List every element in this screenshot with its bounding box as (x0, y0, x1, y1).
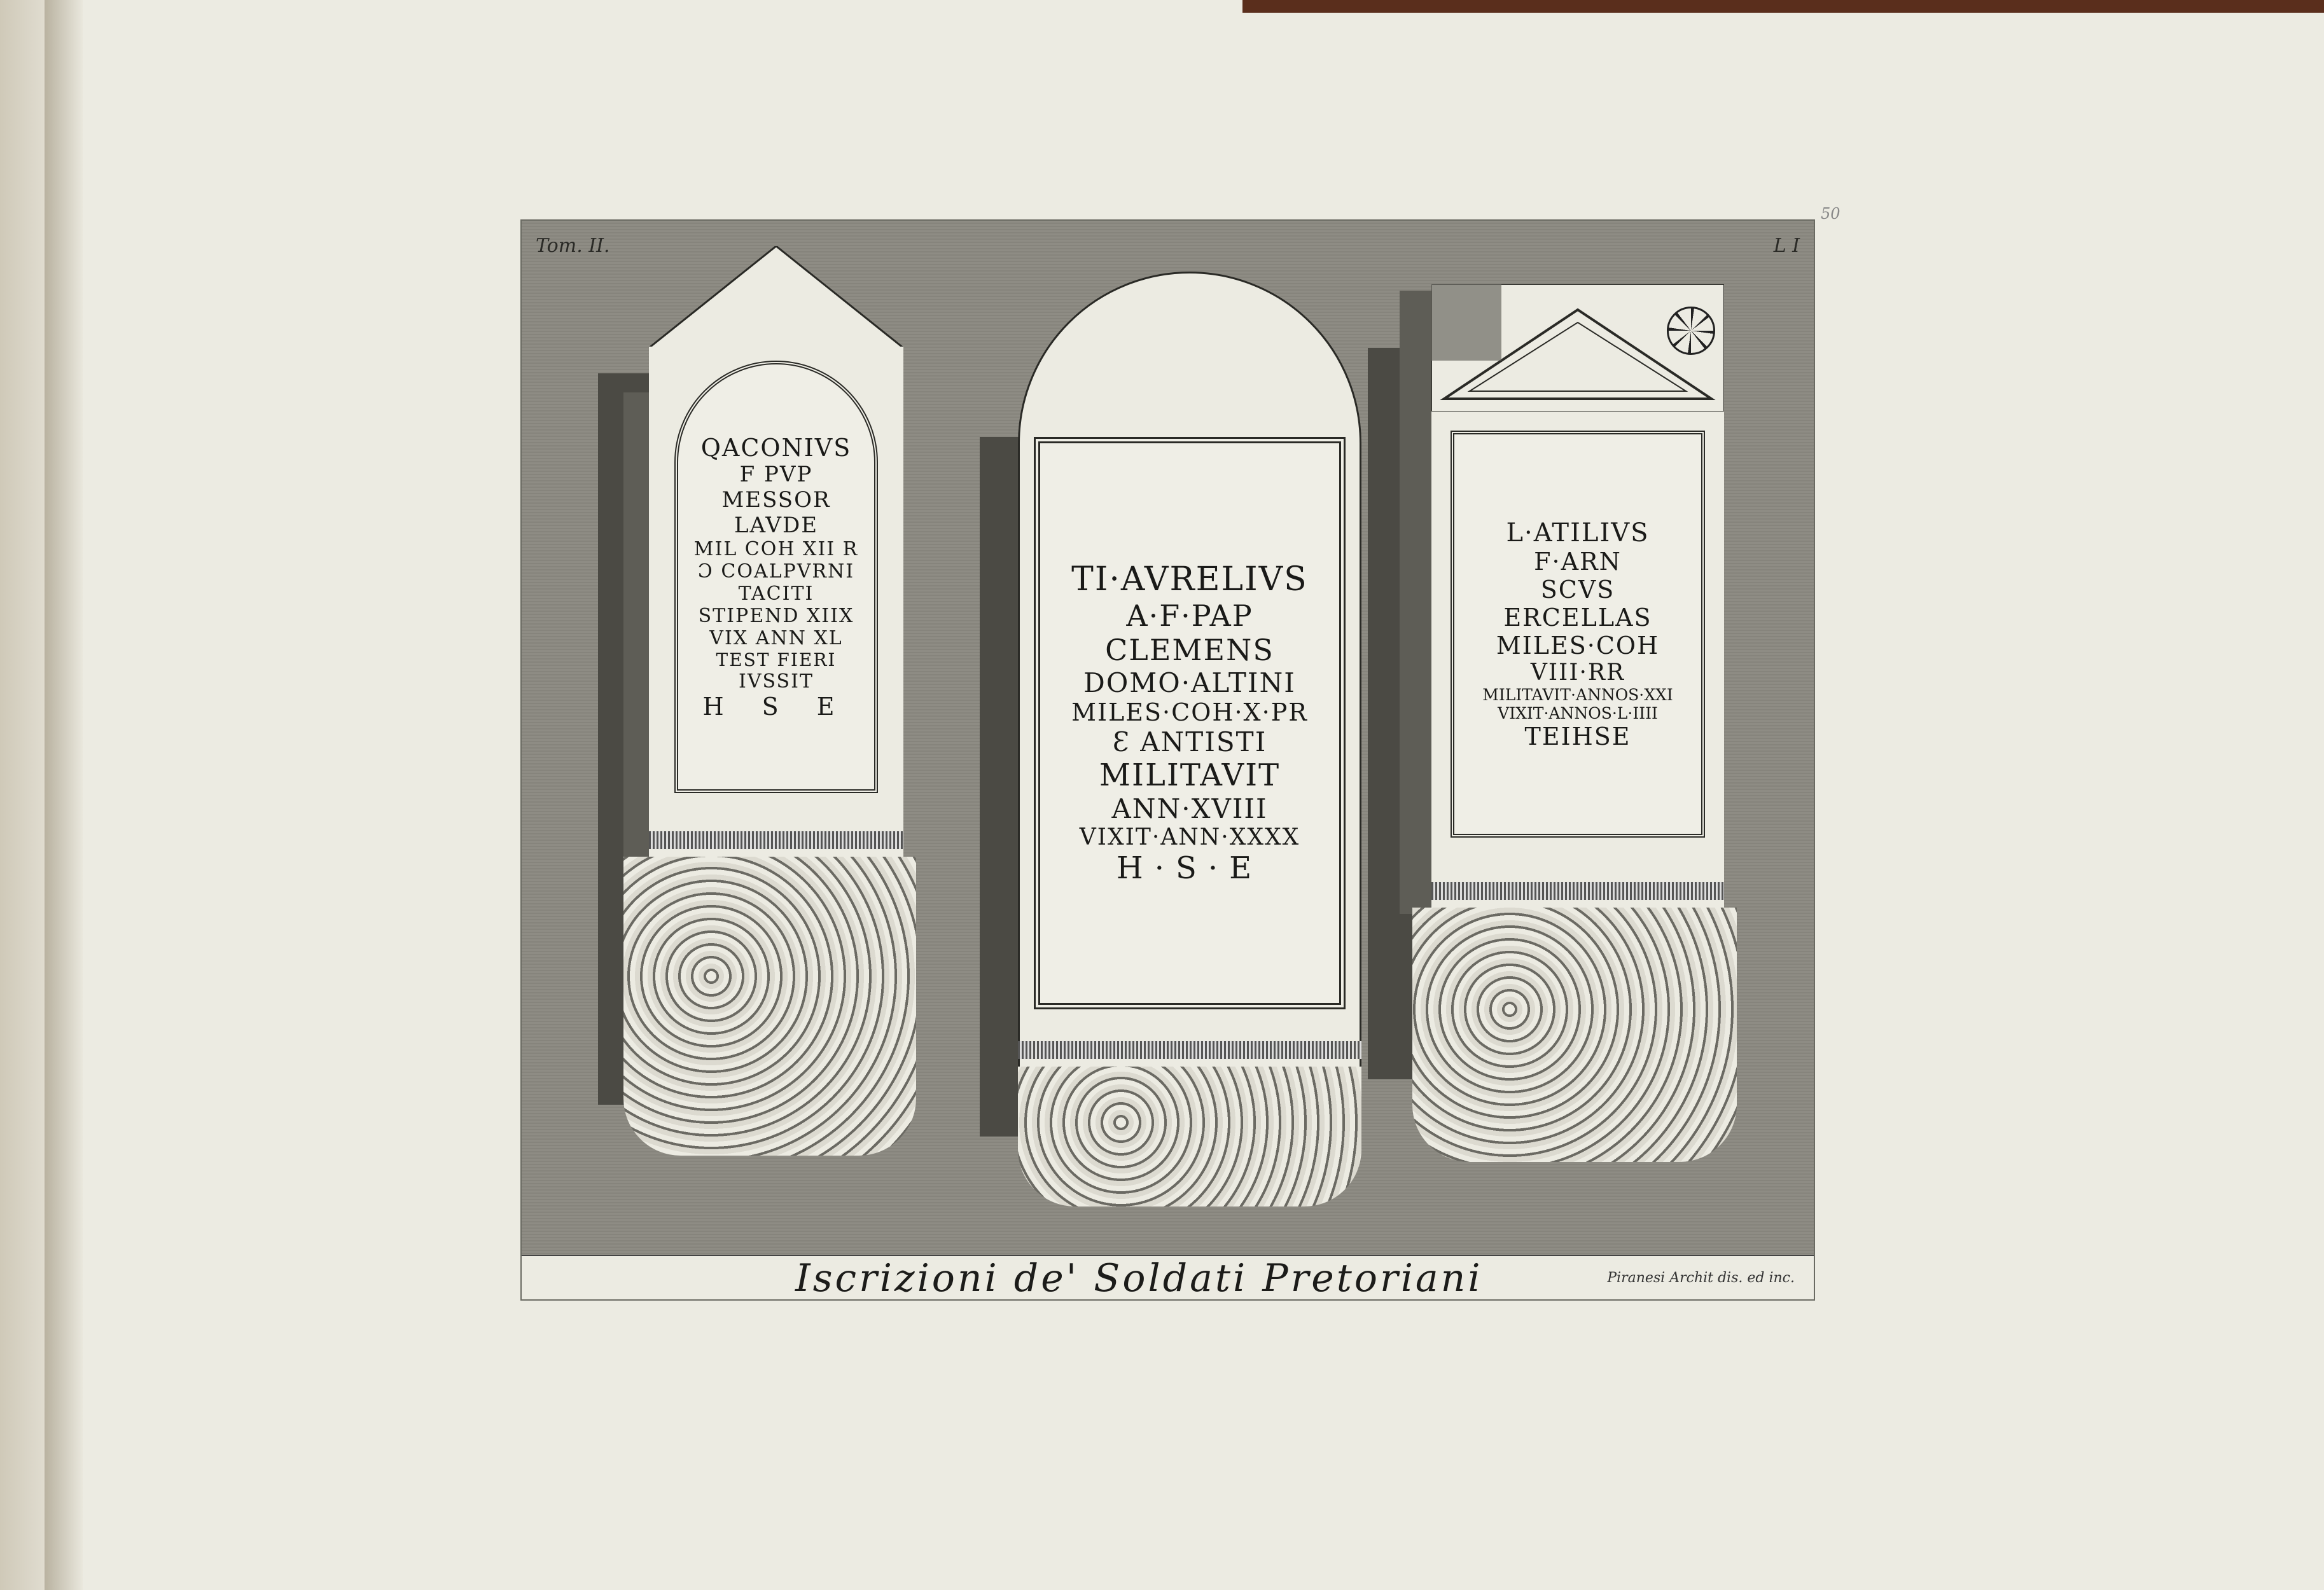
left-stele-band (649, 831, 903, 849)
inscription-line: ERCELLAS (1503, 603, 1652, 632)
left-stele-broken-base (623, 857, 916, 1156)
inscription-line: MILITAVIT·ANNOS·XXI (1482, 685, 1673, 704)
left-stele-gable (649, 246, 903, 348)
caption-band (522, 1255, 1814, 1299)
inscription-line: MILES·COH·X·PR (1071, 698, 1308, 726)
tome-label: Tom. II. (536, 235, 610, 257)
inscription-line: QACONIVS (700, 433, 852, 462)
engraved-plate (520, 219, 1815, 1301)
center-inscription-panel (1034, 437, 1346, 1009)
center-stele-band (1018, 1041, 1361, 1059)
inscription-line: VIXIT·ANNOS·L·IIII (1498, 703, 1658, 722)
plate-number: L I (1773, 235, 1800, 257)
inscription-line: MILES·COH (1496, 631, 1660, 660)
inscription-line: F·ARN (1534, 547, 1622, 576)
inscription-line: IVSSIT (739, 670, 814, 693)
inscription-line: TEIHSE (1524, 722, 1631, 750)
right-stele-broken-base (1412, 908, 1737, 1162)
inscription-line: Ɔ COALPVRNI (697, 560, 855, 583)
engraver-signature: Piranesi Archit dis. ed inc. (1607, 1270, 1795, 1286)
inscription-line: F PVP (739, 461, 813, 487)
inscription-line: TACITI (738, 582, 814, 605)
inscription-line: CLEMENS (1105, 633, 1274, 667)
right-stele-band (1431, 882, 1724, 900)
inscription-line: H S E (702, 692, 850, 721)
left-inscription-panel (674, 361, 878, 793)
right-stele (1368, 272, 1750, 1175)
inscription-line: VIX ANN XL (709, 626, 843, 649)
inscription-line: H·S·E (1116, 850, 1263, 886)
cover-edge (1242, 0, 2324, 13)
rosette-ornament (1667, 307, 1715, 355)
page-number: 50 (1821, 205, 1840, 223)
inscription-line: TEST FIERI (716, 649, 837, 670)
inscription-line: VIXIT·ANN·XXXX (1079, 824, 1300, 850)
inscription-line: SCVS (1540, 575, 1615, 604)
book-gutter (45, 0, 83, 1590)
right-inscription-panel (1451, 431, 1705, 838)
inscription-line: DOMO·ALTINI (1083, 667, 1296, 698)
inscription-line: A·F·PAP (1126, 598, 1253, 633)
inscription-line: STIPEND XIIX (698, 604, 854, 627)
inscription-line: LAVDE (734, 512, 819, 538)
inscription-line: TI·AVRELIVS (1071, 560, 1308, 598)
center-stele (980, 259, 1374, 1226)
plate-caption: Iscrizioni de' Soldati Pretoriani (795, 1256, 1483, 1301)
inscription-line: MIL COH XII R (693, 537, 859, 560)
center-stele-broken-base (1018, 1067, 1361, 1206)
plate-ground (522, 221, 1814, 1257)
inscription-line: VIII·RR (1530, 659, 1625, 686)
inscription-line: ANN·XVIII (1111, 793, 1268, 824)
inscription-line: Ɛ ANTISTI (1112, 726, 1267, 757)
inscription-line: MILITAVIT (1099, 757, 1281, 793)
inscription-line: L·ATILIVS (1506, 518, 1650, 548)
left-stele (598, 246, 929, 1200)
inscription-line: MESSOR (721, 487, 831, 513)
